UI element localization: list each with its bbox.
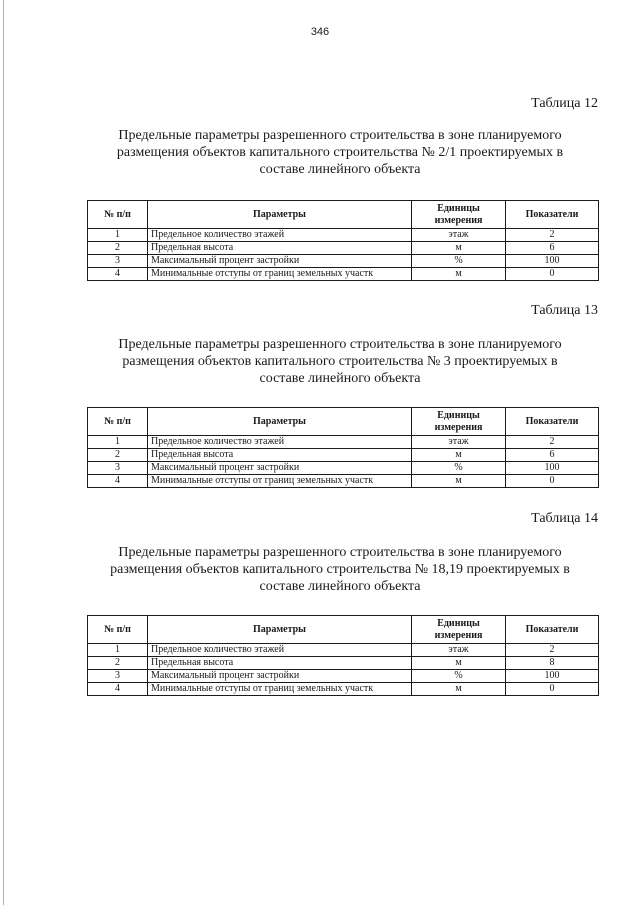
table-header-row — [88, 201, 599, 229]
cell-value: 2 — [506, 644, 599, 657]
cell-unit: м — [412, 683, 506, 696]
parameters-table — [87, 615, 599, 696]
cell-param: Минимальные отступы от границ земельных участк — [148, 683, 412, 696]
cell-unit: % — [412, 670, 506, 683]
cell-value: 100 — [506, 255, 599, 268]
table-title-line: Предельные параметры разрешенного строительства в зоне планируемого — [118, 545, 562, 560]
page-number: 346 — [310, 26, 330, 38]
table-row — [88, 449, 599, 462]
cell-value: 2 — [506, 436, 599, 449]
column-header-param: Параметры — [148, 201, 412, 229]
scan-edge-line — [3, 0, 4, 905]
cell-value: 6 — [506, 242, 599, 255]
table-row — [88, 657, 599, 670]
table-title-line: размещения объектов капитального строительства № 3 проектируемых в — [122, 354, 558, 369]
cell-unit: м — [412, 242, 506, 255]
unit-header-line: Единицы — [437, 202, 480, 214]
table-label: Таблица 14 — [531, 511, 598, 526]
cell-num: 2 — [88, 449, 148, 462]
cell-unit: этаж — [412, 436, 506, 449]
unit-header-line: измерения — [434, 214, 483, 226]
table-title-line: составе линейного объекта — [259, 579, 421, 594]
cell-param: Предельная высота — [148, 242, 412, 255]
cell-value: 100 — [506, 670, 599, 683]
table-header-row — [88, 616, 599, 644]
cell-num: 1 — [88, 644, 148, 657]
cell-value: 0 — [506, 683, 599, 696]
table-row — [88, 242, 599, 255]
parameters-table — [87, 407, 599, 488]
column-header-num: № п/п — [88, 201, 148, 229]
table-row — [88, 255, 599, 268]
cell-num: 4 — [88, 683, 148, 696]
cell-param: Максимальный процент застройки — [148, 670, 412, 683]
unit-header-line: измерения — [434, 629, 483, 641]
cell-unit: % — [412, 462, 506, 475]
unit-header-line: измерения — [434, 421, 483, 433]
table-title — [60, 336, 620, 387]
cell-param: Предельное количество этажей — [148, 229, 412, 242]
table-row — [88, 268, 599, 281]
column-header-param: Параметры — [148, 616, 412, 644]
cell-num: 2 — [88, 242, 148, 255]
cell-param: Предельная высота — [148, 449, 412, 462]
cell-num: 3 — [88, 255, 148, 268]
cell-num: 4 — [88, 475, 148, 488]
cell-unit: этаж — [412, 644, 506, 657]
cell-param: Предельная высота — [148, 657, 412, 670]
column-header-value: Показатели — [506, 201, 599, 229]
table-label: Таблица 12 — [531, 96, 598, 111]
cell-value: 0 — [506, 268, 599, 281]
cell-num: 4 — [88, 268, 148, 281]
cell-value: 6 — [506, 449, 599, 462]
table-title-line: составе линейного объекта — [259, 162, 421, 177]
table-row — [88, 436, 599, 449]
cell-param: Минимальные отступы от границ земельных участк — [148, 475, 412, 488]
table-label: Таблица 13 — [531, 303, 598, 318]
table-title-line: составе линейного объекта — [259, 371, 421, 386]
table-header-row — [88, 408, 599, 436]
cell-num: 3 — [88, 462, 148, 475]
table-title-line: размещения объектов капитального строительства № 2/1 проектируемых в — [116, 145, 564, 160]
table-title-line: Предельные параметры разрешенного строительства в зоне планируемого — [118, 337, 562, 352]
table-title — [60, 127, 620, 178]
column-header-value: Показатели — [506, 616, 599, 644]
cell-param: Максимальный процент застройки — [148, 462, 412, 475]
column-header-num: № п/п — [88, 616, 148, 644]
cell-unit: этаж — [412, 229, 506, 242]
cell-num: 2 — [88, 657, 148, 670]
column-header-unit — [412, 616, 506, 644]
parameters-table — [87, 200, 599, 281]
column-header-num: № п/п — [88, 408, 148, 436]
cell-num: 3 — [88, 670, 148, 683]
cell-unit: м — [412, 268, 506, 281]
column-header-param: Параметры — [148, 408, 412, 436]
table-row — [88, 475, 599, 488]
table-row — [88, 670, 599, 683]
table-row — [88, 229, 599, 242]
cell-value: 0 — [506, 475, 599, 488]
column-header-unit — [412, 408, 506, 436]
cell-unit: % — [412, 255, 506, 268]
cell-param: Предельное количество этажей — [148, 644, 412, 657]
unit-header-line: Единицы — [437, 617, 480, 629]
cell-param: Предельное количество этажей — [148, 436, 412, 449]
cell-unit: м — [412, 475, 506, 488]
cell-param: Максимальный процент застройки — [148, 255, 412, 268]
table-title-line: Предельные параметры разрешенного строительства в зоне планируемого — [118, 128, 562, 143]
table-title — [60, 544, 620, 595]
table-row — [88, 462, 599, 475]
cell-unit: м — [412, 657, 506, 670]
cell-num: 1 — [88, 436, 148, 449]
cell-unit: м — [412, 449, 506, 462]
cell-num: 1 — [88, 229, 148, 242]
column-header-unit — [412, 201, 506, 229]
cell-param: Минимальные отступы от границ земельных участк — [148, 268, 412, 281]
table-row — [88, 644, 599, 657]
unit-header-line: Единицы — [437, 409, 480, 421]
table-row — [88, 683, 599, 696]
cell-value: 100 — [506, 462, 599, 475]
column-header-value: Показатели — [506, 408, 599, 436]
cell-value: 8 — [506, 657, 599, 670]
table-title-line: размещения объектов капитального строительства № 18,19 проектируемых в — [110, 562, 570, 577]
cell-value: 2 — [506, 229, 599, 242]
